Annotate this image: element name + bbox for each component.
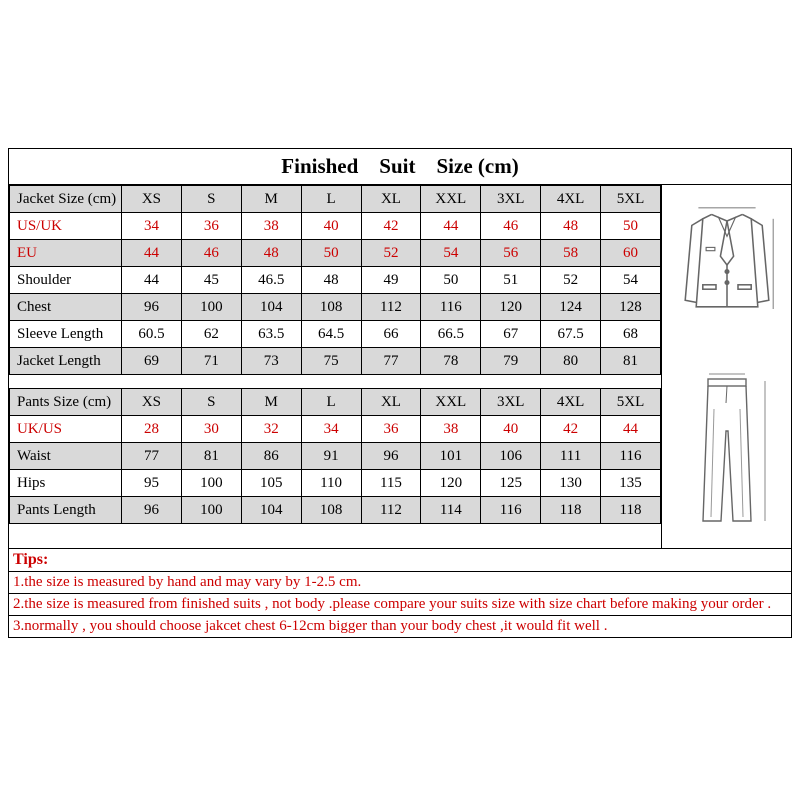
table-cell: 42: [541, 416, 601, 443]
table-cell: L: [301, 389, 361, 416]
table-cell: 38: [241, 213, 301, 240]
table-cell: 80: [541, 348, 601, 375]
table-cell: 44: [122, 240, 182, 267]
row-label: US/UK: [10, 213, 122, 240]
table-cell: 48: [241, 240, 301, 267]
table-row: [10, 267, 661, 294]
table-cell: 108: [301, 497, 361, 524]
row-label: Hips: [10, 470, 122, 497]
table-cell: M: [241, 186, 301, 213]
table-cell: S: [181, 389, 241, 416]
table-cell: 32: [241, 416, 301, 443]
table-cell: 78: [421, 348, 481, 375]
table-cell: 54: [601, 267, 661, 294]
row-label: Jacket Size (cm): [10, 186, 122, 213]
table-cell: 63.5: [241, 321, 301, 348]
table-row: [10, 213, 661, 240]
table-cell: 120: [421, 470, 481, 497]
table-cell: 48: [541, 213, 601, 240]
table-row: [10, 416, 661, 443]
table-cell: 100: [181, 497, 241, 524]
table-cell: 104: [241, 497, 301, 524]
row-label: Jacket Length: [10, 348, 122, 375]
row-label: Waist: [10, 443, 122, 470]
table-cell: 5XL: [601, 389, 661, 416]
table-cell: 100: [181, 294, 241, 321]
row-label: Shoulder: [10, 267, 122, 294]
table-cell: 120: [481, 294, 541, 321]
table-cell: 28: [122, 416, 182, 443]
table-cell: S: [181, 186, 241, 213]
table-cell: 4XL: [541, 186, 601, 213]
table-cell: 108: [301, 294, 361, 321]
table-cell: 45: [181, 267, 241, 294]
table-row: [10, 294, 661, 321]
tables-column: [9, 185, 661, 548]
table-cell: 69: [122, 348, 182, 375]
table-cell: 34: [122, 213, 182, 240]
table-cell: 118: [541, 497, 601, 524]
chart-body: [9, 185, 791, 548]
table-cell: 64.5: [301, 321, 361, 348]
table-cell: 3XL: [481, 186, 541, 213]
table-cell: 75: [301, 348, 361, 375]
table-cell: 71: [181, 348, 241, 375]
table-cell: 67: [481, 321, 541, 348]
table-cell: XL: [361, 186, 421, 213]
table-row: [10, 348, 661, 375]
table-cell: 68: [601, 321, 661, 348]
tips-heading: Tips:: [9, 549, 791, 572]
table-cell: 60.5: [122, 321, 182, 348]
table-cell: 105: [241, 470, 301, 497]
table-cell: 52: [541, 267, 601, 294]
table-cell: 91: [301, 443, 361, 470]
table-cell: 5XL: [601, 186, 661, 213]
table-cell: XXL: [421, 389, 481, 416]
table-cell: XS: [122, 389, 182, 416]
jacket-size-table: [9, 185, 661, 375]
table-cell: 67.5: [541, 321, 601, 348]
table-cell: 95: [122, 470, 182, 497]
tips-list: [9, 572, 791, 637]
table-cell: 50: [301, 240, 361, 267]
table-cell: 58: [541, 240, 601, 267]
table-cell: 79: [481, 348, 541, 375]
table-cell: 46.5: [241, 267, 301, 294]
table-cell: M: [241, 389, 301, 416]
table-cell: 30: [181, 416, 241, 443]
row-label: Pants Size (cm): [10, 389, 122, 416]
table-cell: 66.5: [421, 321, 481, 348]
size-chart: [8, 148, 792, 638]
table-cell: 50: [601, 213, 661, 240]
diagram-column: [661, 185, 791, 548]
table-cell: 40: [481, 416, 541, 443]
table-cell: 60: [601, 240, 661, 267]
table-cell: 116: [601, 443, 661, 470]
table-cell: 44: [421, 213, 481, 240]
table-cell: 46: [181, 240, 241, 267]
tips-section: [9, 548, 791, 637]
row-label: Pants Length: [10, 497, 122, 524]
tip-line: 3.normally , you should choose jakcet chest 6-12cm bigger than your body chest ,it would fit well .: [13, 618, 608, 634]
table-cell: 50: [421, 267, 481, 294]
table-cell: 111: [541, 443, 601, 470]
table-cell: 36: [181, 213, 241, 240]
table-cell: L: [301, 186, 361, 213]
tip-line: 2.the size is measured from finished suits , not body .please compare your suits size with size chart before making your order .: [9, 594, 791, 616]
table-cell: 49: [361, 267, 421, 294]
table-cell: 73: [241, 348, 301, 375]
pants-diagram-icon: [677, 364, 777, 534]
table-cell: 66: [361, 321, 421, 348]
table-cell: 112: [361, 294, 421, 321]
table-cell: 62: [181, 321, 241, 348]
table-cell: 106: [481, 443, 541, 470]
table-cell: 81: [601, 348, 661, 375]
table-cell: 54: [421, 240, 481, 267]
table-cell: XXL: [421, 186, 481, 213]
table-cell: 42: [361, 213, 421, 240]
table-cell: 38: [421, 416, 481, 443]
table-cell: 34: [301, 416, 361, 443]
table-cell: 135: [601, 470, 661, 497]
row-label: UK/US: [10, 416, 122, 443]
table-cell: 104: [241, 294, 301, 321]
table-cell: 114: [421, 497, 481, 524]
table-row: [10, 470, 661, 497]
jacket-diagram-icon: [672, 199, 782, 364]
table-cell: 124: [541, 294, 601, 321]
table-cell: 4XL: [541, 389, 601, 416]
table-cell: XS: [122, 186, 182, 213]
pants-size-table: [9, 388, 661, 524]
table-cell: 128: [601, 294, 661, 321]
table-cell: 51: [481, 267, 541, 294]
table-row: [10, 389, 661, 416]
table-cell: 77: [361, 348, 421, 375]
table-cell: 48: [301, 267, 361, 294]
table-cell: 86: [241, 443, 301, 470]
table-row: [10, 497, 661, 524]
table-cell: 125: [481, 470, 541, 497]
table-cell: 116: [481, 497, 541, 524]
row-label: Sleeve Length: [10, 321, 122, 348]
table-cell: 44: [601, 416, 661, 443]
table-cell: XL: [361, 389, 421, 416]
table-cell: 116: [421, 294, 481, 321]
table-row: [10, 186, 661, 213]
table-cell: 44: [122, 267, 182, 294]
table-cell: 77: [122, 443, 182, 470]
table-cell: 96: [361, 443, 421, 470]
page-title: Finished Suit Size (cm): [9, 149, 791, 185]
table-row: [10, 321, 661, 348]
table-cell: 96: [122, 294, 182, 321]
table-cell: 36: [361, 416, 421, 443]
table-cell: 81: [181, 443, 241, 470]
table-cell: 112: [361, 497, 421, 524]
table-cell: 110: [301, 470, 361, 497]
table-cell: 100: [181, 470, 241, 497]
table-cell: 130: [541, 470, 601, 497]
table-row: [10, 443, 661, 470]
table-cell: 46: [481, 213, 541, 240]
table-cell: 118: [601, 497, 661, 524]
table-cell: 3XL: [481, 389, 541, 416]
table-cell: 101: [421, 443, 481, 470]
table-cell: 115: [361, 470, 421, 497]
tip-line: 1.the size is measured by hand and may vary by 1-2.5 cm.: [9, 572, 791, 594]
table-cell: 96: [122, 497, 182, 524]
table-row: [10, 240, 661, 267]
row-label: EU: [10, 240, 122, 267]
table-cell: 56: [481, 240, 541, 267]
row-label: Chest: [10, 294, 122, 321]
table-gap: [9, 375, 661, 388]
table-cell: 52: [361, 240, 421, 267]
table-cell: 40: [301, 213, 361, 240]
